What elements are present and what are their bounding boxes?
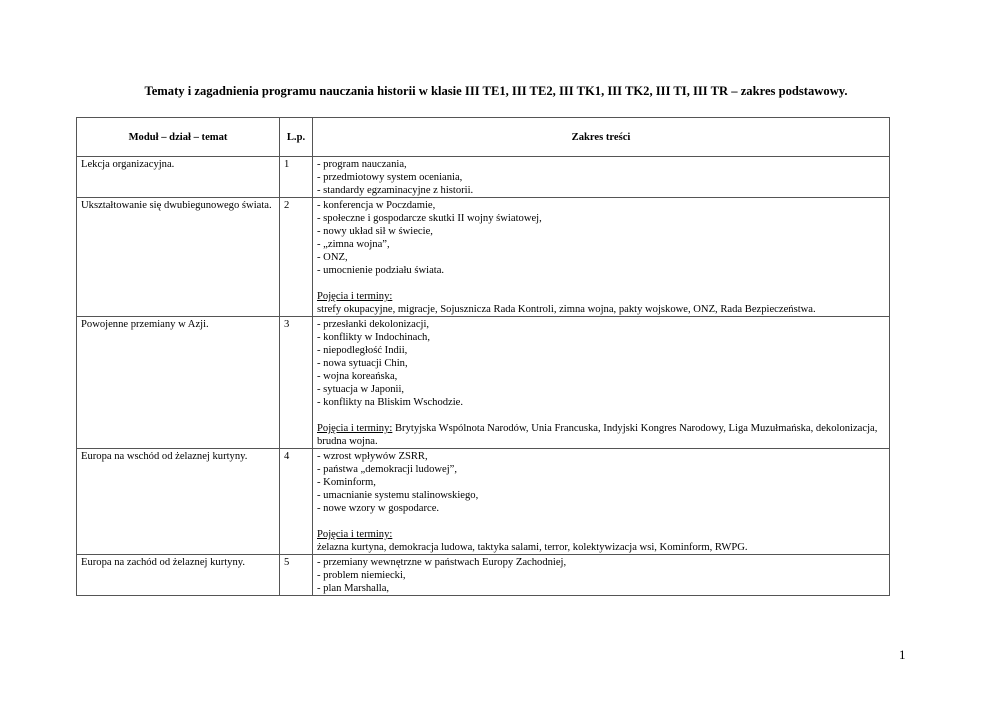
header-topic: Moduł – dział – temat: [77, 118, 280, 157]
terms-text: żelazna kurtyna, demokracja ludowa, taktyka salami, terror, kolektywizacja wsi, Kominform, RWPG.: [317, 542, 748, 553]
content-item: - ONZ,: [317, 252, 348, 263]
content-item: - Kominform,: [317, 477, 376, 488]
content-item: - nowa sytuacji Chin,: [317, 358, 408, 369]
content-item: - konflikty na Bliskim Wschodzie.: [317, 397, 464, 408]
table-row: [77, 555, 890, 596]
content-item: - państwa „demokracji ludowej”,: [317, 464, 458, 475]
content-item: - problem niemiecki,: [317, 570, 406, 581]
content-item: - przesłanki dekolonizacji,: [317, 319, 430, 330]
terms-paragraph: [317, 422, 885, 448]
lp-cell: 1: [280, 157, 313, 198]
content-cell: [313, 157, 890, 198]
header-content: Zakres treści: [313, 118, 890, 157]
lp-cell: 4: [280, 449, 313, 555]
content-cell: [313, 198, 890, 317]
content-item: - program nauczania,: [317, 159, 407, 170]
content-item: - „zimna wojna”,: [317, 239, 390, 250]
terms-label: Pojęcia i terminy:: [317, 529, 393, 540]
content-item: - umocnienie podziału świata.: [317, 265, 445, 276]
content-item: - wzrost wpływów ZSRR,: [317, 451, 428, 462]
content-cell: [313, 317, 890, 449]
terms-text: strefy okupacyjne, migracje, Sojusznicza Rada Kontroli, zimna wojna, pakty wojskowe, ONZ, Rada Bezpieczeństwa.: [317, 304, 816, 315]
table-row: [77, 157, 890, 198]
document-title: Tematy i zagadnienia programu nauczania historii w klasie III TE1, III TE2, III TK1, III TK2, III TI, III TR – zakres podstawowy.: [144, 84, 848, 98]
content-item: - niepodległość Indii,: [317, 345, 408, 356]
page-number: 1: [899, 647, 906, 662]
content-item: - standardy egzaminacyjne z historii.: [317, 185, 474, 196]
terms-text: Brytyjska Wspólnota Narodów, Unia Francuska, Indyjski Kongres Narodowy, Liga Muzułmańska, dekolonizacja, brudna wojna.: [317, 423, 878, 447]
topic-cell: Europa na zachód od żelaznej kurtyny.: [77, 555, 280, 596]
content-item: - plan Marshalla,: [317, 583, 390, 594]
table-row: [77, 449, 890, 555]
content-item: - konflikty w Indochinach,: [317, 332, 430, 343]
topic-cell: Lekcja organizacyjna.: [77, 157, 280, 198]
table-row: [77, 317, 890, 449]
content-cell: [313, 555, 890, 596]
terms-label: Pojęcia i terminy:: [317, 423, 393, 434]
content-item: - przemiany wewnętrzne w państwach Europy Zachodniej,: [317, 557, 567, 568]
lp-cell: 3: [280, 317, 313, 449]
content-item: - przedmiotowy system oceniania,: [317, 172, 463, 183]
content-item: - wojna koreańska,: [317, 371, 398, 382]
table-row: [77, 198, 890, 317]
topic-cell: Powojenne przemiany w Azji.: [77, 317, 280, 449]
lp-cell: 2: [280, 198, 313, 317]
terms-label: Pojęcia i terminy:: [317, 291, 393, 302]
topic-cell: Ukształtowanie się dwubiegunowego świata.: [77, 198, 280, 317]
content-item: - sytuacja w Japonii,: [317, 384, 405, 395]
lp-cell: 5: [280, 555, 313, 596]
header-lp: L.p.: [280, 118, 313, 157]
content-item: - społeczne i gospodarcze skutki II wojny światowej,: [317, 213, 542, 224]
content-item: - nowy układ sił w świecie,: [317, 226, 433, 237]
content-item: - konferencja w Poczdamie,: [317, 200, 436, 211]
content-item: - nowe wzory w gospodarce.: [317, 503, 440, 514]
content-cell: [313, 449, 890, 555]
syllabus-table: [76, 117, 890, 596]
topic-cell: Europa na wschód od żelaznej kurtyny.: [77, 449, 280, 555]
table-header-row: [77, 118, 890, 157]
content-item: - umacnianie systemu stalinowskiego,: [317, 490, 479, 501]
